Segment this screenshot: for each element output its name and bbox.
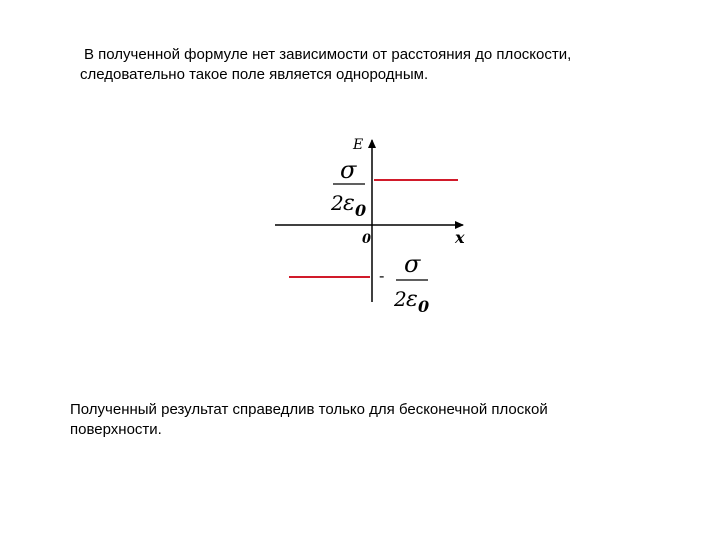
negative-coefficient: 2 [394,287,407,311]
positive-coefficient: 2 [331,191,344,215]
negative-subscript: 0 [418,297,430,316]
positive-subscript: 0 [355,201,367,220]
negative-field-value [379,250,429,316]
negative-sigma: σ [404,250,421,278]
result-paragraph [70,400,690,440]
negative-sign: - [379,266,385,285]
result-line-1: Полученный результат справедлив только для бесконечной плоской [70,401,548,418]
intro-line-2: следовательно такое поле является однородным. [80,66,429,83]
positive-epsilon: ε [343,191,355,216]
x-axis-label: x [455,228,465,247]
result-line-2: поверхности. [70,421,162,438]
intro-line-1: В полученной формуле нет зависимости от расстояния до плоскости, [84,46,572,63]
negative-epsilon: ε [406,287,418,312]
origin-label: 0 [362,232,372,247]
positive-field-value [330,156,366,220]
y-axis-label: E [353,137,364,153]
positive-sigma: σ [340,156,357,184]
